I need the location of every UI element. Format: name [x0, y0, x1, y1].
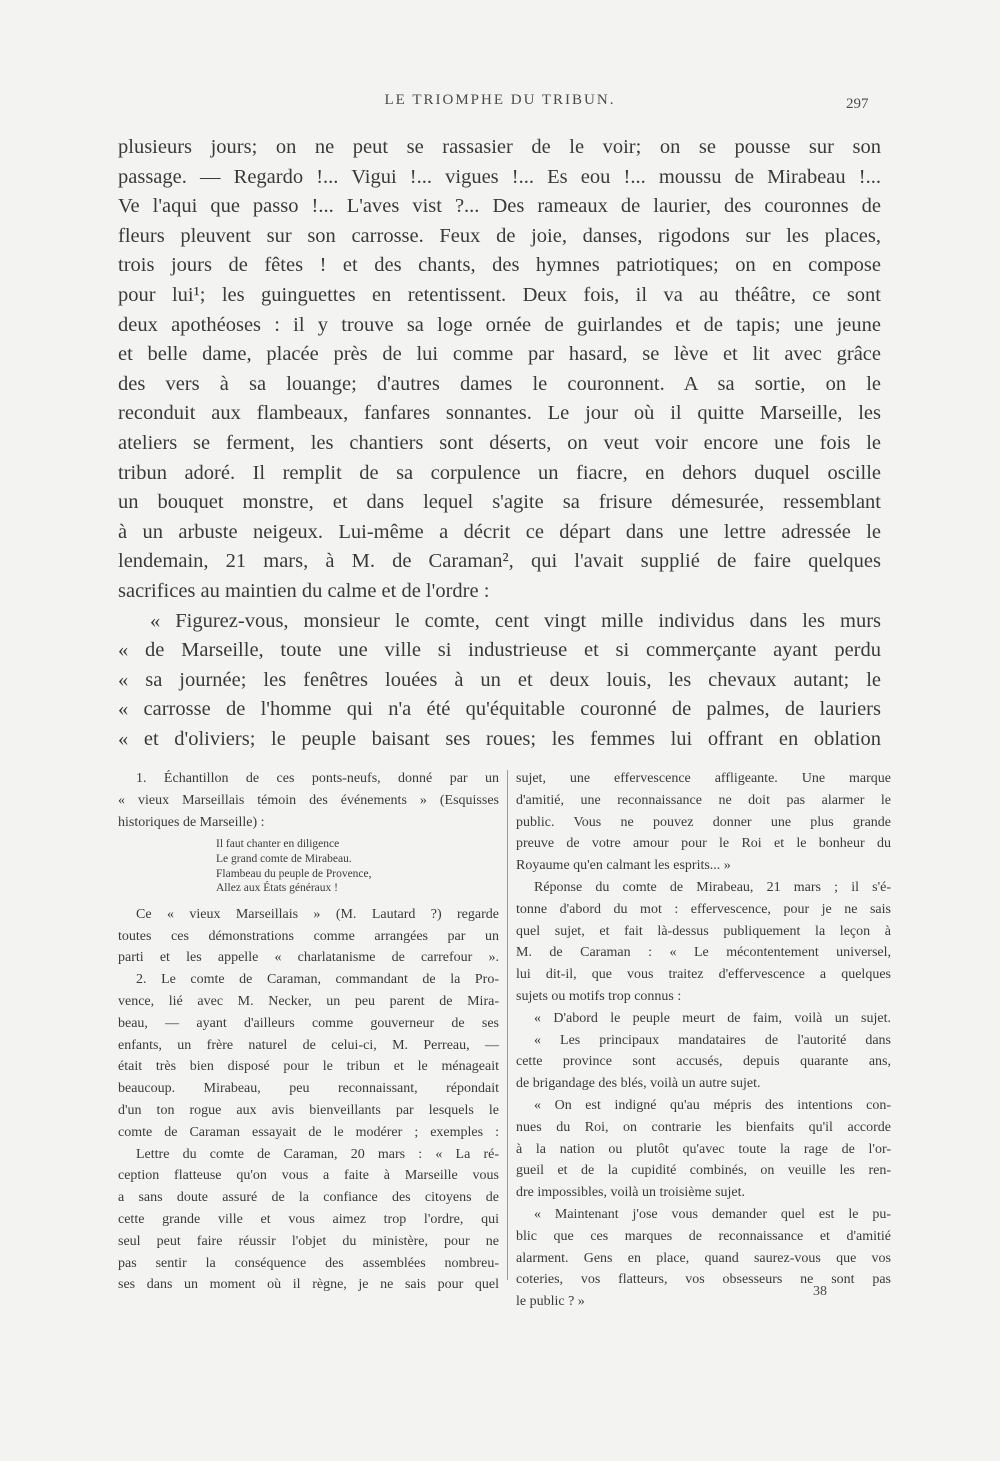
body-line: pour lui¹; les guinguettes en retentissent. Deux fois, il va au théâtre, ce sont	[118, 283, 881, 306]
footnote-line: « Les principaux mandataires de l'autorité dans	[534, 1032, 891, 1048]
footnote-line: cette grande ville et vous aimez trop l'ordre, qui	[118, 1211, 499, 1227]
footnote-line: toutes ces démonstrations comme arrangées par un	[118, 928, 499, 944]
footnote-line: nues du Roi, on contrarie les bienfaits qu'il accorde	[516, 1119, 891, 1135]
footnote-line: Lettre du comte de Caraman, 20 mars : « La ré-	[136, 1146, 499, 1162]
body-line: trois jours de fêtes ! et des chants, des hymnes patriotiques; on en compose	[118, 254, 881, 277]
footnote-line: Ce « vieux Marseillais » (M. Lautard ?) regarde	[136, 906, 499, 922]
footnote-line: pas sentir la conséquence des assemblées nombreu-	[118, 1255, 499, 1271]
footnote-line: comte de Caraman essayait de le modérer ; exemples :	[118, 1124, 499, 1140]
footnote-line: à la nation ou plutôt qu'avec toute la rage de l'or-	[516, 1141, 891, 1157]
footnote-line: enfants, un frère naturel de celui-ci, M. Perreau, —	[118, 1037, 499, 1053]
footnote-line: « On est indigné qu'au mépris des intentions con-	[534, 1097, 891, 1113]
body-line: plusieurs jours; on ne peut se rassasier de le voir; on se pousse sur son	[118, 136, 881, 158]
verse-line: Allez aux États généraux !	[216, 882, 338, 895]
quote-line: « carrosse de l'homme qui n'a été qu'équitable couronné de palmes, de lauriers	[118, 698, 881, 721]
footnote-line: Réponse du comte de Mirabeau, 21 mars ; il s'é-	[534, 879, 891, 895]
page-number: 297	[846, 96, 869, 112]
footnote-line: était très bien disposé pour le tribun et le ménageait	[118, 1059, 499, 1075]
body-line: à un arbuste neigeux. Lui-même a décrit ce départ dans une lettre adressée le	[118, 520, 881, 543]
footnote-line: ception flatteuse qu'on vous a faite à Marseille vous	[118, 1168, 499, 1184]
body-line: sacrifices au maintien du calme et de l'ordre :	[118, 579, 490, 602]
body-line: des vers à sa louange; d'autres dames le couronnent. A sa sortie, on le	[118, 372, 881, 395]
footnote-line: public. Vous ne pouvez donner une plus grande	[516, 814, 891, 830]
footnote-line: lui dit-il, que vous traitez d'effervescence a quelques	[516, 967, 891, 983]
footnote-line: tonne d'abord du mot : effervescence, pour je ne sais	[516, 901, 891, 917]
footnote-line: coteries, vos flatteurs, vos obsesseurs ne sont pas	[516, 1272, 891, 1288]
footnote-line: « Maintenant j'ose vous demander quel est le pu-	[534, 1206, 891, 1222]
footnotes-right-column	[516, 768, 891, 1313]
body-line: reconduit aux flambeaux, fanfares sonnantes. Le jour où il quitte Marseille, les	[118, 402, 881, 425]
signature-mark: 38	[813, 1284, 827, 1299]
verse-block	[118, 837, 499, 895]
body-line: ateliers se ferment, les chantiers sont déserts, on veut voir encore une fois le	[118, 431, 881, 454]
footnote-line: historiques de Marseille) :	[118, 814, 265, 830]
body-line: Ve l'aqui que passo !... L'aves vist ?... Des rameaux de laurier, des couronnes de	[118, 195, 881, 218]
footnote-line: M. de Caraman : « Le mécontentement universel,	[516, 945, 891, 961]
footnote-line: « vieux Marseillais témoin des événements » (Esquisses	[118, 792, 499, 808]
body-line: et belle dame, placée près de lui comme par hasard, se lève et lit avec grâce	[118, 343, 881, 366]
column-divider	[507, 770, 508, 1280]
footnote-line: alarment. Gens en place, quand saurez-vous que vos	[516, 1250, 891, 1266]
footnote-line: « D'abord le peuple meurt de faim, voilà un sujet.	[534, 1010, 891, 1026]
body-line: tribun adoré. Il remplit de sa corpulence un fiacre, en dehors duquel oscille	[118, 461, 881, 484]
footnote-line: preuve de votre amour pour le Roi et le bonheur du	[516, 836, 891, 852]
footnote-line: cette province sont accusés, depuis quarante ans,	[516, 1054, 891, 1070]
quote-line: « Figurez-vous, monsieur le comte, cent vingt mille individus dans les murs	[150, 609, 881, 632]
body-line: passage. — Regardo !... Vigui !... vigues !... Es eou !... moussu de Mirabeau !...	[118, 165, 881, 188]
footnote-line: d'amitié, une reconnaissance ne doit pas alarmer le	[516, 792, 891, 808]
footnote-line: Royaume qu'en calmant les esprits... »	[516, 858, 731, 874]
footnote-line: le public ? »	[516, 1294, 585, 1310]
footnote-line: seul peut faire réussir l'objet du ministère, pour ne	[118, 1233, 499, 1249]
footnote-line: de brigandage des blés, voilà un autre sujet.	[516, 1076, 761, 1092]
footnote-line: sujet, une effervescence affligeante. Une marque	[516, 771, 891, 786]
footnote-line: beau, — ayant d'ailleurs comme gouverneur de ses	[118, 1015, 499, 1031]
footnote-line: vence, lié avec M. Necker, un peu parent de Mira-	[118, 993, 499, 1009]
body-line: fleurs pleuvent sur son carrosse. Feux de joie, danses, rigodons sur les places,	[118, 224, 881, 247]
footnote-line: parti et les appelle « charlatanisme de carrefour ».	[118, 950, 499, 966]
footnote-line: beaucoup. Mirabeau, peu reconnaissant, répondait	[118, 1081, 499, 1097]
body-line: lendemain, 21 mars, à M. de Caraman², qui l'avait supplié de faire quelques	[118, 550, 881, 573]
quote-line: « sa journée; les fenêtres louées à un et deux louis, les chevaux autant; le	[118, 668, 881, 691]
footnote-line: quel sujet, et fait là-dessus publiquement la leçon à	[516, 923, 891, 939]
quote-line: « et d'oliviers; le peuple baisant ses roues; les femmes lui offrant en oblation	[118, 727, 881, 750]
footnote-line: ses dans un moment où il règne, je ne sais pour quel	[118, 1277, 499, 1293]
running-title: LE TRIOMPHE DU TRIBUN.	[384, 92, 616, 108]
verse-line: Il faut chanter en diligence	[216, 838, 340, 851]
footnotes-left-column	[118, 768, 499, 1296]
body-line: un bouquet monstre, et dans lequel s'agite sa frisure démesurée, ressemblant	[118, 491, 881, 514]
verse-line: Le grand comte de Mirabeau.	[216, 852, 352, 865]
body-line: deux apothéoses : il y trouve sa loge ornée de guirlandes et de tapis; une jeune	[118, 313, 881, 336]
footnote-line: gueil et de la cupidité combinés, on veuille les ren-	[516, 1163, 891, 1179]
footnote-line: blic que ces marques de reconnaissance et d'amitié	[516, 1228, 891, 1244]
footnote-line: 1. Échantillon de ces ponts-neufs, donné par un	[136, 771, 499, 786]
footnote-line: d'un ton rogue aux avis bienveillants par lesquels le	[118, 1102, 499, 1118]
footnote-line: 2. Le comte de Caraman, commandant de la Pro-	[136, 972, 499, 988]
footnote-line: dre impossibles, voilà un troisième sujet.	[516, 1185, 746, 1201]
verse-line: Flambeau du peuple de Provence,	[216, 867, 372, 880]
quote-line: « de Marseille, toute une ville si industrieuse et si commerçante ayant perdu	[118, 639, 881, 662]
footnote-line: a sans doute assuré de la confiance des citoyens de	[118, 1190, 499, 1206]
footnote-line: sujets ou motifs trop connus :	[516, 988, 682, 1004]
main-body-text	[118, 133, 881, 754]
